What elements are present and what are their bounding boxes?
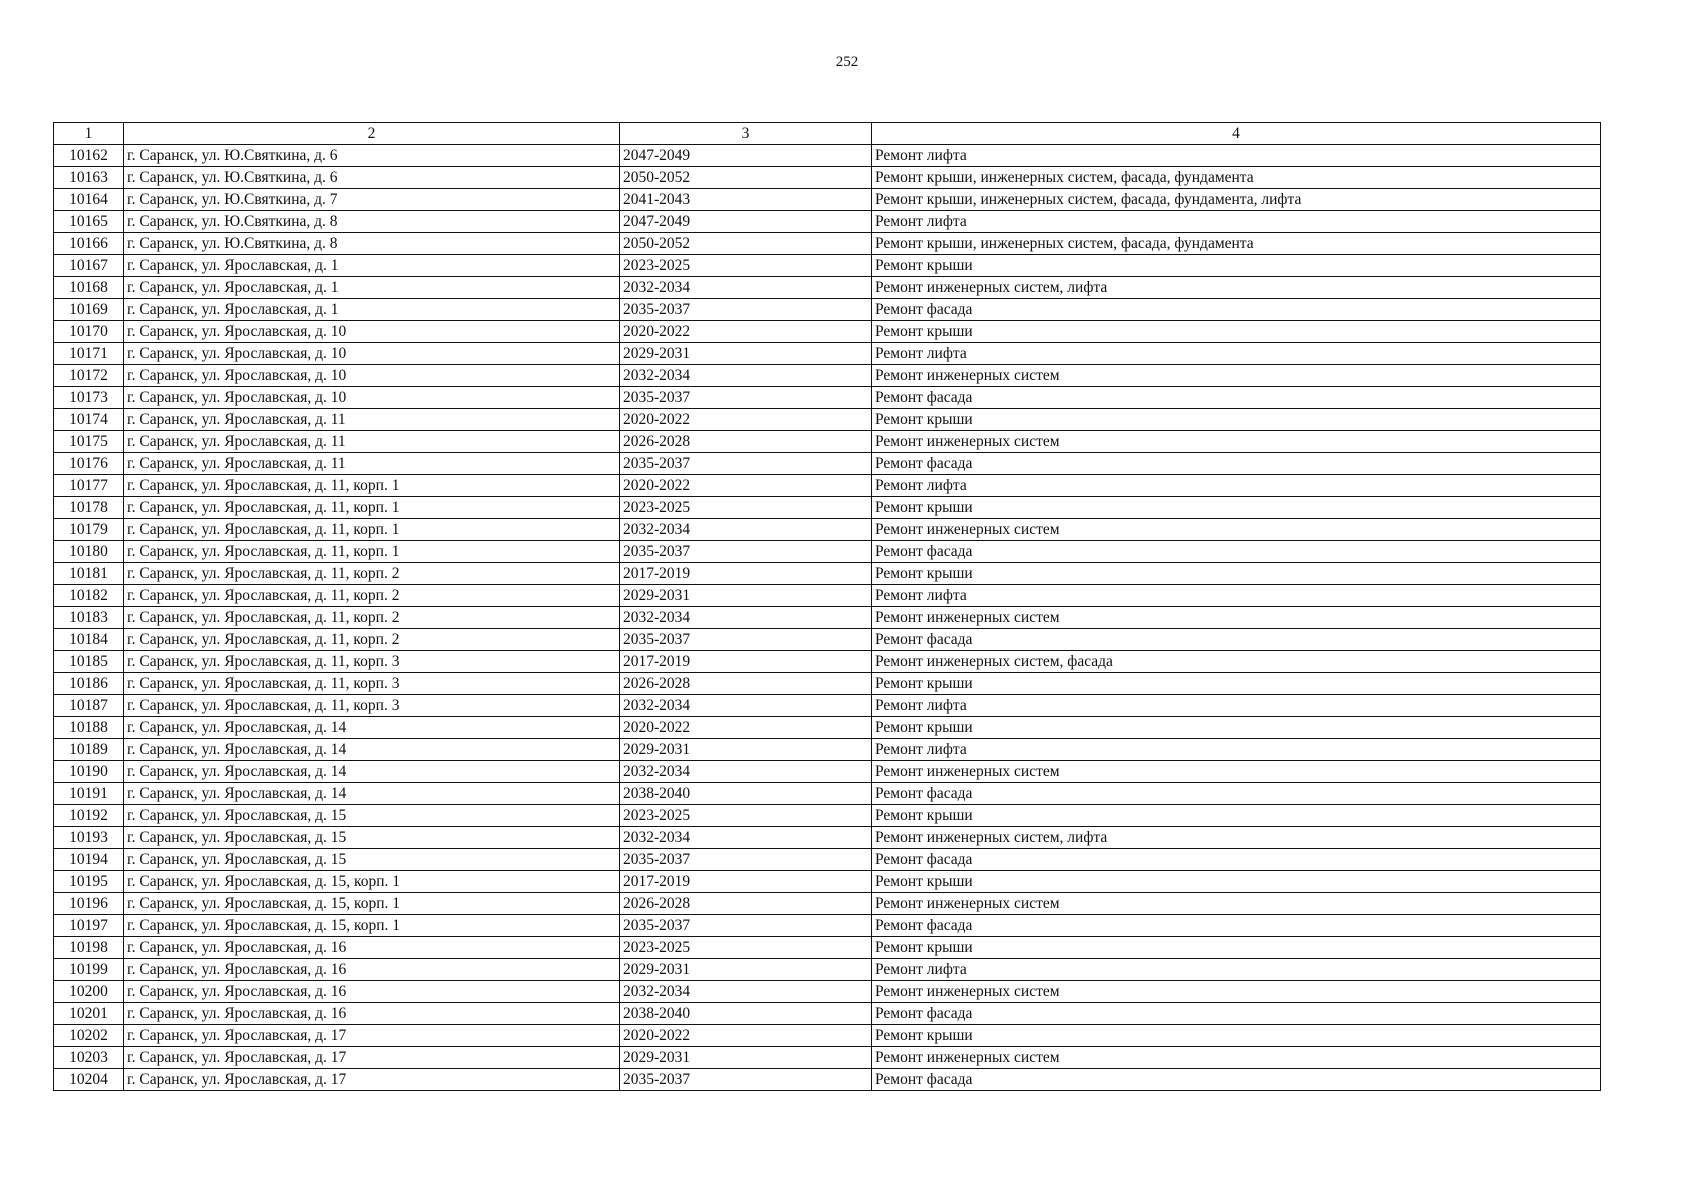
column-header: 1	[54, 123, 124, 145]
address-cell: г. Саранск, ул. Ярославская, д. 15	[124, 805, 620, 827]
table-row	[54, 651, 1601, 673]
address-cell: г. Саранск, ул. Ярославская, д. 1	[124, 299, 620, 321]
address-cell: г. Саранск, ул. Ярославская, д. 14	[124, 717, 620, 739]
table-row	[54, 211, 1601, 233]
table-row	[54, 233, 1601, 255]
page-number: 252	[835, 54, 859, 70]
table-row	[54, 717, 1601, 739]
row-number-cell: 10178	[54, 497, 124, 519]
table-header-row	[54, 123, 1601, 145]
address-cell: г. Саранск, ул. Ярославская, д. 17	[124, 1025, 620, 1047]
row-number-cell: 10167	[54, 255, 124, 277]
table-row	[54, 145, 1601, 167]
period-cell: 2041-2043	[620, 189, 872, 211]
table-row	[54, 189, 1601, 211]
period-cell: 2032-2034	[620, 695, 872, 717]
period-cell: 2032-2034	[620, 277, 872, 299]
table-body	[54, 145, 1601, 1091]
address-cell: г. Саранск, ул. Ярославская, д. 11	[124, 409, 620, 431]
row-number-cell: 10192	[54, 805, 124, 827]
work-type-cell: Ремонт фасада	[872, 915, 1601, 937]
column-header: 4	[872, 123, 1601, 145]
address-cell: г. Саранск, ул. Ярославская, д. 14	[124, 761, 620, 783]
row-number-cell: 10175	[54, 431, 124, 453]
period-cell: 2023-2025	[620, 937, 872, 959]
row-number-cell: 10196	[54, 893, 124, 915]
address-cell: г. Саранск, ул. Ярославская, д. 17	[124, 1047, 620, 1069]
work-type-cell: Ремонт фасада	[872, 387, 1601, 409]
table-row	[54, 937, 1601, 959]
period-cell: 2035-2037	[620, 629, 872, 651]
row-number-cell: 10163	[54, 167, 124, 189]
work-type-cell: Ремонт фасада	[872, 629, 1601, 651]
work-type-cell: Ремонт фасада	[872, 1003, 1601, 1025]
table-row	[54, 783, 1601, 805]
address-cell: г. Саранск, ул. Ярославская, д. 16	[124, 981, 620, 1003]
row-number-cell: 10198	[54, 937, 124, 959]
period-cell: 2035-2037	[620, 299, 872, 321]
work-type-cell: Ремонт лифта	[872, 475, 1601, 497]
row-number-cell: 10176	[54, 453, 124, 475]
row-number-cell: 10193	[54, 827, 124, 849]
table-row	[54, 409, 1601, 431]
address-cell: г. Саранск, ул. Ю.Святкина, д. 6	[124, 145, 620, 167]
period-cell: 2026-2028	[620, 673, 872, 695]
period-cell: 2035-2037	[620, 849, 872, 871]
table-row	[54, 321, 1601, 343]
address-cell: г. Саранск, ул. Ярославская, д. 11, корп. 2	[124, 585, 620, 607]
table-row	[54, 739, 1601, 761]
table-row	[54, 431, 1601, 453]
address-cell: г. Саранск, ул. Ярославская, д. 10	[124, 321, 620, 343]
address-cell: г. Саранск, ул. Ярославская, д. 11	[124, 431, 620, 453]
address-cell: г. Саранск, ул. Ярославская, д. 1	[124, 255, 620, 277]
column-header: 2	[124, 123, 620, 145]
period-cell: 2023-2025	[620, 497, 872, 519]
repair-schedule-table	[53, 122, 1601, 1091]
table-row	[54, 849, 1601, 871]
period-cell: 2032-2034	[620, 761, 872, 783]
work-type-cell: Ремонт крыши	[872, 321, 1601, 343]
row-number-cell: 10184	[54, 629, 124, 651]
period-cell: 2026-2028	[620, 431, 872, 453]
address-cell: г. Саранск, ул. Ярославская, д. 11	[124, 453, 620, 475]
table-row	[54, 629, 1601, 651]
row-number-cell: 10162	[54, 145, 124, 167]
period-cell: 2050-2052	[620, 233, 872, 255]
table-row	[54, 981, 1601, 1003]
row-number-cell: 10197	[54, 915, 124, 937]
address-cell: г. Саранск, ул. Ярославская, д. 16	[124, 959, 620, 981]
table-row	[54, 1047, 1601, 1069]
work-type-cell: Ремонт фасада	[872, 783, 1601, 805]
table-row	[54, 871, 1601, 893]
period-cell: 2029-2031	[620, 343, 872, 365]
period-cell: 2023-2025	[620, 255, 872, 277]
row-number-cell: 10166	[54, 233, 124, 255]
row-number-cell: 10177	[54, 475, 124, 497]
work-type-cell: Ремонт инженерных систем, лифта	[872, 827, 1601, 849]
address-cell: г. Саранск, ул. Ярославская, д. 15, корп. 1	[124, 915, 620, 937]
period-cell: 2038-2040	[620, 1003, 872, 1025]
table-row	[54, 299, 1601, 321]
table-row	[54, 563, 1601, 585]
address-cell: г. Саранск, ул. Ярославская, д. 11, корп. 1	[124, 519, 620, 541]
table-row	[54, 893, 1601, 915]
table-row	[54, 519, 1601, 541]
table-row	[54, 761, 1601, 783]
work-type-cell: Ремонт инженерных систем, фасада	[872, 651, 1601, 673]
row-number-cell: 10179	[54, 519, 124, 541]
work-type-cell: Ремонт крыши, инженерных систем, фасада, фундамента, лифта	[872, 189, 1601, 211]
row-number-cell: 10188	[54, 717, 124, 739]
table-row	[54, 255, 1601, 277]
work-type-cell: Ремонт инженерных систем	[872, 365, 1601, 387]
address-cell: г. Саранск, ул. Ярославская, д. 15, корп. 1	[124, 893, 620, 915]
table-row	[54, 827, 1601, 849]
address-cell: г. Саранск, ул. Ярославская, д. 15, корп. 1	[124, 871, 620, 893]
row-number-cell: 10168	[54, 277, 124, 299]
table-row	[54, 541, 1601, 563]
row-number-cell: 10204	[54, 1069, 124, 1091]
period-cell: 2035-2037	[620, 915, 872, 937]
period-cell: 2020-2022	[620, 409, 872, 431]
row-number-cell: 10169	[54, 299, 124, 321]
work-type-cell: Ремонт крыши	[872, 497, 1601, 519]
row-number-cell: 10203	[54, 1047, 124, 1069]
address-cell: г. Саранск, ул. Ярославская, д. 17	[124, 1069, 620, 1091]
work-type-cell: Ремонт фасада	[872, 541, 1601, 563]
period-cell: 2029-2031	[620, 959, 872, 981]
row-number-cell: 10173	[54, 387, 124, 409]
table-row	[54, 607, 1601, 629]
work-type-cell: Ремонт крыши	[872, 937, 1601, 959]
period-cell: 2047-2049	[620, 145, 872, 167]
work-type-cell: Ремонт инженерных систем	[872, 981, 1601, 1003]
work-type-cell: Ремонт крыши	[872, 673, 1601, 695]
period-cell: 2029-2031	[620, 585, 872, 607]
row-number-cell: 10195	[54, 871, 124, 893]
table-row	[54, 497, 1601, 519]
address-cell: г. Саранск, ул. Ю.Святкина, д. 8	[124, 233, 620, 255]
table-row	[54, 915, 1601, 937]
row-number-cell: 10200	[54, 981, 124, 1003]
work-type-cell: Ремонт крыши	[872, 717, 1601, 739]
table-row	[54, 453, 1601, 475]
address-cell: г. Саранск, ул. Ярославская, д. 11, корп. 1	[124, 541, 620, 563]
row-number-cell: 10170	[54, 321, 124, 343]
period-cell: 2032-2034	[620, 981, 872, 1003]
work-type-cell: Ремонт крыши, инженерных систем, фасада, фундамента	[872, 167, 1601, 189]
table-row	[54, 387, 1601, 409]
row-number-cell: 10191	[54, 783, 124, 805]
work-type-cell: Ремонт фасада	[872, 453, 1601, 475]
work-type-cell: Ремонт фасада	[872, 1069, 1601, 1091]
table-row	[54, 585, 1601, 607]
address-cell: г. Саранск, ул. Ярославская, д. 11, корп. 3	[124, 651, 620, 673]
work-type-cell: Ремонт инженерных систем	[872, 607, 1601, 629]
period-cell: 2017-2019	[620, 563, 872, 585]
row-number-cell: 10182	[54, 585, 124, 607]
row-number-cell: 10199	[54, 959, 124, 981]
work-type-cell: Ремонт крыши	[872, 1025, 1601, 1047]
table-row	[54, 277, 1601, 299]
work-type-cell: Ремонт крыши, инженерных систем, фасада, фундамента	[872, 233, 1601, 255]
work-type-cell: Ремонт инженерных систем	[872, 1047, 1601, 1069]
address-cell: г. Саранск, ул. Ярославская, д. 15	[124, 827, 620, 849]
work-type-cell: Ремонт фасада	[872, 299, 1601, 321]
table-row	[54, 1069, 1601, 1091]
period-cell: 2035-2037	[620, 541, 872, 563]
row-number-cell: 10180	[54, 541, 124, 563]
period-cell: 2029-2031	[620, 739, 872, 761]
work-type-cell: Ремонт лифта	[872, 959, 1601, 981]
row-number-cell: 10186	[54, 673, 124, 695]
row-number-cell: 10165	[54, 211, 124, 233]
table-row	[54, 1003, 1601, 1025]
row-number-cell: 10164	[54, 189, 124, 211]
table-row	[54, 673, 1601, 695]
work-type-cell: Ремонт лифта	[872, 145, 1601, 167]
work-type-cell: Ремонт крыши	[872, 255, 1601, 277]
row-number-cell: 10189	[54, 739, 124, 761]
address-cell: г. Саранск, ул. Ярославская, д. 11, корп. 2	[124, 563, 620, 585]
address-cell: г. Саранск, ул. Ярославская, д. 1	[124, 277, 620, 299]
period-cell: 2035-2037	[620, 453, 872, 475]
work-type-cell: Ремонт инженерных систем, лифта	[872, 277, 1601, 299]
address-cell: г. Саранск, ул. Ярославская, д. 11, корп. 1	[124, 475, 620, 497]
table-row	[54, 695, 1601, 717]
row-number-cell: 10202	[54, 1025, 124, 1047]
period-cell: 2026-2028	[620, 893, 872, 915]
period-cell: 2035-2037	[620, 1069, 872, 1091]
table-row	[54, 1025, 1601, 1047]
work-type-cell: Ремонт инженерных систем	[872, 893, 1601, 915]
address-cell: г. Саранск, ул. Ярославская, д. 14	[124, 739, 620, 761]
work-type-cell: Ремонт крыши	[872, 805, 1601, 827]
period-cell: 2017-2019	[620, 871, 872, 893]
period-cell: 2038-2040	[620, 783, 872, 805]
period-cell: 2047-2049	[620, 211, 872, 233]
work-type-cell: Ремонт лифта	[872, 739, 1601, 761]
address-cell: г. Саранск, ул. Ярославская, д. 11, корп. 2	[124, 607, 620, 629]
address-cell: г. Саранск, ул. Ю.Святкина, д. 7	[124, 189, 620, 211]
work-type-cell: Ремонт крыши	[872, 871, 1601, 893]
work-type-cell: Ремонт лифта	[872, 211, 1601, 233]
address-cell: г. Саранск, ул. Ярославская, д. 15	[124, 849, 620, 871]
period-cell: 2017-2019	[620, 651, 872, 673]
period-cell: 2020-2022	[620, 717, 872, 739]
row-number-cell: 10171	[54, 343, 124, 365]
period-cell: 2020-2022	[620, 475, 872, 497]
period-cell: 2050-2052	[620, 167, 872, 189]
row-number-cell: 10183	[54, 607, 124, 629]
work-type-cell: Ремонт инженерных систем	[872, 519, 1601, 541]
table-row	[54, 343, 1601, 365]
work-type-cell: Ремонт крыши	[872, 409, 1601, 431]
period-cell: 2035-2037	[620, 387, 872, 409]
table-row	[54, 959, 1601, 981]
period-cell: 2020-2022	[620, 321, 872, 343]
period-cell: 2032-2034	[620, 519, 872, 541]
row-number-cell: 10172	[54, 365, 124, 387]
table-row	[54, 167, 1601, 189]
address-cell: г. Саранск, ул. Ярославская, д. 11, корп. 2	[124, 629, 620, 651]
period-cell: 2029-2031	[620, 1047, 872, 1069]
work-type-cell: Ремонт инженерных систем	[872, 431, 1601, 453]
address-cell: г. Саранск, ул. Ярославская, д. 10	[124, 343, 620, 365]
table-row	[54, 365, 1601, 387]
address-cell: г. Саранск, ул. Ю.Святкина, д. 6	[124, 167, 620, 189]
work-type-cell: Ремонт лифта	[872, 343, 1601, 365]
address-cell: г. Саранск, ул. Ярославская, д. 11, корп. 3	[124, 695, 620, 717]
address-cell: г. Саранск, ул. Ярославская, д. 16	[124, 1003, 620, 1025]
row-number-cell: 10194	[54, 849, 124, 871]
address-cell: г. Саранск, ул. Ярославская, д. 10	[124, 365, 620, 387]
address-cell: г. Саранск, ул. Ю.Святкина, д. 8	[124, 211, 620, 233]
row-number-cell: 10185	[54, 651, 124, 673]
address-cell: г. Саранск, ул. Ярославская, д. 10	[124, 387, 620, 409]
work-type-cell: Ремонт крыши	[872, 563, 1601, 585]
table-row	[54, 805, 1601, 827]
work-type-cell: Ремонт инженерных систем	[872, 761, 1601, 783]
address-cell: г. Саранск, ул. Ярославская, д. 11, корп. 1	[124, 497, 620, 519]
period-cell: 2032-2034	[620, 365, 872, 387]
column-header: 3	[620, 123, 872, 145]
row-number-cell: 10190	[54, 761, 124, 783]
row-number-cell: 10181	[54, 563, 124, 585]
address-cell: г. Саранск, ул. Ярославская, д. 11, корп. 3	[124, 673, 620, 695]
period-cell: 2020-2022	[620, 1025, 872, 1047]
period-cell: 2023-2025	[620, 805, 872, 827]
row-number-cell: 10187	[54, 695, 124, 717]
table-row	[54, 475, 1601, 497]
work-type-cell: Ремонт лифта	[872, 585, 1601, 607]
period-cell: 2032-2034	[620, 607, 872, 629]
address-cell: г. Саранск, ул. Ярославская, д. 16	[124, 937, 620, 959]
period-cell: 2032-2034	[620, 827, 872, 849]
row-number-cell: 10174	[54, 409, 124, 431]
row-number-cell: 10201	[54, 1003, 124, 1025]
address-cell: г. Саранск, ул. Ярославская, д. 14	[124, 783, 620, 805]
work-type-cell: Ремонт фасада	[872, 849, 1601, 871]
work-type-cell: Ремонт лифта	[872, 695, 1601, 717]
